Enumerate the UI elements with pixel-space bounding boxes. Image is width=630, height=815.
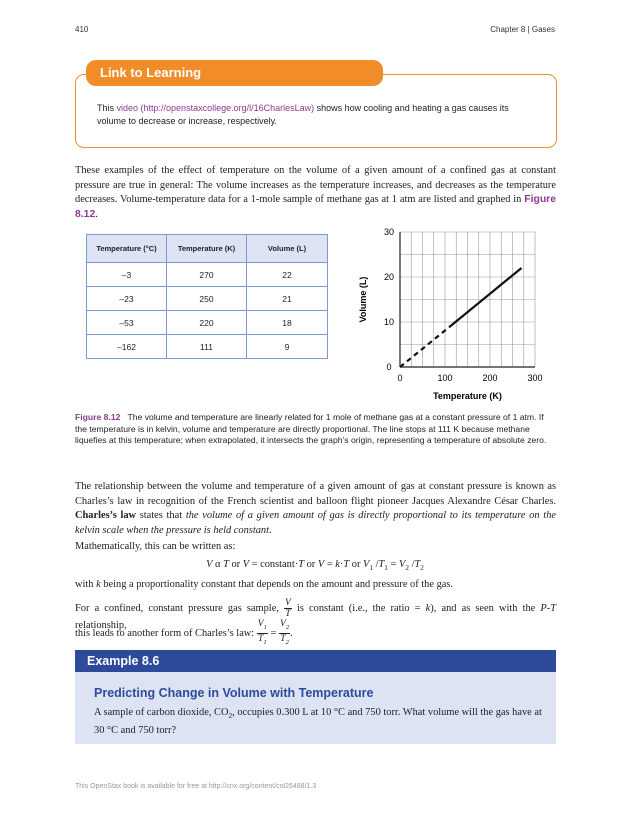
volume-temperature-chart xyxy=(350,222,550,408)
table-row xyxy=(87,263,328,287)
table-header-celsius: Temperature (°C) xyxy=(87,235,167,263)
table-row xyxy=(87,287,328,311)
x-tick-label: 100 xyxy=(437,373,453,383)
y-tick-label: 0 xyxy=(386,362,392,372)
example-text: A sample of carbon dioxide, $CO_2$, occupies 0.300 L at 10 °C and 750 torr. What volume will the gas have at 30 °C and 750 torr? xyxy=(94,707,542,736)
charles-law-equation: V α T or V = constant·T or V = k·T or $V_1$ $/T_1 = V_2$ $/T_2$ xyxy=(206,559,424,573)
table-row xyxy=(87,335,328,359)
table-cell: –53 xyxy=(87,311,167,335)
math-intro: Mathematically, this can be written as: xyxy=(75,541,236,552)
chart-grid xyxy=(400,232,535,367)
caption-label: Figure 8.12 xyxy=(75,412,121,422)
chart-marks xyxy=(400,268,522,367)
v1-over-t1-fraction: $\frac{V_1}{T_1}$ xyxy=(257,619,267,646)
page-footer: This OpenStax book is available for free at http://cnx.org/content/col26488/1.3 xyxy=(75,783,317,790)
table-cell: 250 xyxy=(167,287,247,311)
link-to-learning-text: This video (http://openstaxcollege.org/l/16CharlesLaw) shows how cooling and heating a gas causes its volume to decrease or increase, respectively. xyxy=(97,103,509,126)
x-tick-label: 200 xyxy=(482,373,498,383)
extrapolated-line xyxy=(400,327,450,368)
figure-reference-link[interactable]: Figure 8.12 xyxy=(75,194,556,220)
table-cell: –23 xyxy=(87,287,167,311)
caption-text: The volume and temperature are linearly related for 1 mole of methane gas at a constant pressure of 1 atm. If the temperature is in kelvin, volume and temperature are directly proportional. The line stops at 111 K because methane liquefies at this temperature; when extrapolated, it intersects the graph’s origin, representing a temperature of absolute zero. xyxy=(75,412,547,445)
table-cell: 270 xyxy=(167,263,247,287)
intro-paragraph: These examples of the effect of temperature on the volume of a given amount of a confined gas at constant pressure are true in general: The volume increases as the temperature increases, and decreases as the temperature decreases. Volume-temperature data for a 1-mole sample of methane gas at 1 atm are listed and graphed in Figure 8.12. xyxy=(75,165,556,220)
table-header-kelvin: Temperature (K) xyxy=(167,235,247,263)
temperature-volume-table xyxy=(86,234,328,359)
table-cell: 21 xyxy=(247,287,328,311)
table-cell: 22 xyxy=(247,263,328,287)
table-cell: 220 xyxy=(167,311,247,335)
v-over-t-fraction: $\frac{V}{T}$ xyxy=(285,598,291,619)
page-number: 410 xyxy=(75,25,89,34)
table-cell: 111 xyxy=(167,335,247,359)
example-title: Predicting Change in Volume with Temperature xyxy=(94,686,374,700)
x-axis-label: Temperature (K) xyxy=(433,391,502,401)
table-cell: 9 xyxy=(247,335,328,359)
y-tick-label: 30 xyxy=(383,227,395,237)
table-cell: 18 xyxy=(247,311,328,335)
y-tick-label: 10 xyxy=(383,317,395,327)
k-constant-paragraph: with k being a proportionality constant that depends on the amount and pressure of the gas. xyxy=(75,579,454,590)
charles-law-form-paragraph: this leads to another form of Charles’s law: $\frac{V_1}{T_1}$ = $\frac{V_2}{T_2}$ . xyxy=(75,619,293,646)
x-tick-label: 300 xyxy=(527,373,543,383)
y-tick-label: 20 xyxy=(383,272,395,282)
table-row xyxy=(87,311,328,335)
table-header-volume: Volume (L) xyxy=(247,235,328,263)
charles-law-term: Charles’s law xyxy=(75,510,137,521)
charles-law-paragraph: The relationship between the volume and temperature of a given amount of gas at constant pressure is known as Charles’s law in recognition of the French scientist and balloon flight pioneer Jacques Alexandre César Charles. Charles’s law states that the volume of a given amount of gas is directly proportional to its temperature on the kelvin scale when the pressure is held constant. xyxy=(75,481,556,536)
video-link[interactable]: video (http://openstaxcollege.org/l/16CharlesLaw) xyxy=(116,103,315,113)
table-cell: –162 xyxy=(87,335,167,359)
ratio-paragraph: For a confined, constant pressure gas sample, $\frac{V}{T}$ is constant (i.e., the ratio = k), and as seen with the P-T relationship, xyxy=(75,598,556,631)
x-tick-label: 0 xyxy=(397,373,403,383)
y-axis-label: Volume (L) xyxy=(358,276,368,323)
link-to-learning-title: Link to Learning xyxy=(86,60,383,86)
example-heading: Example 8.6 xyxy=(75,650,556,672)
table-header-row xyxy=(87,235,328,263)
chapter-title: Chapter 8 | Gases xyxy=(490,25,555,34)
v2-over-t2-fraction: $\frac{V_2}{T_2}$ xyxy=(280,619,290,646)
figure-caption xyxy=(75,412,556,447)
table-cell: –3 xyxy=(87,263,167,287)
